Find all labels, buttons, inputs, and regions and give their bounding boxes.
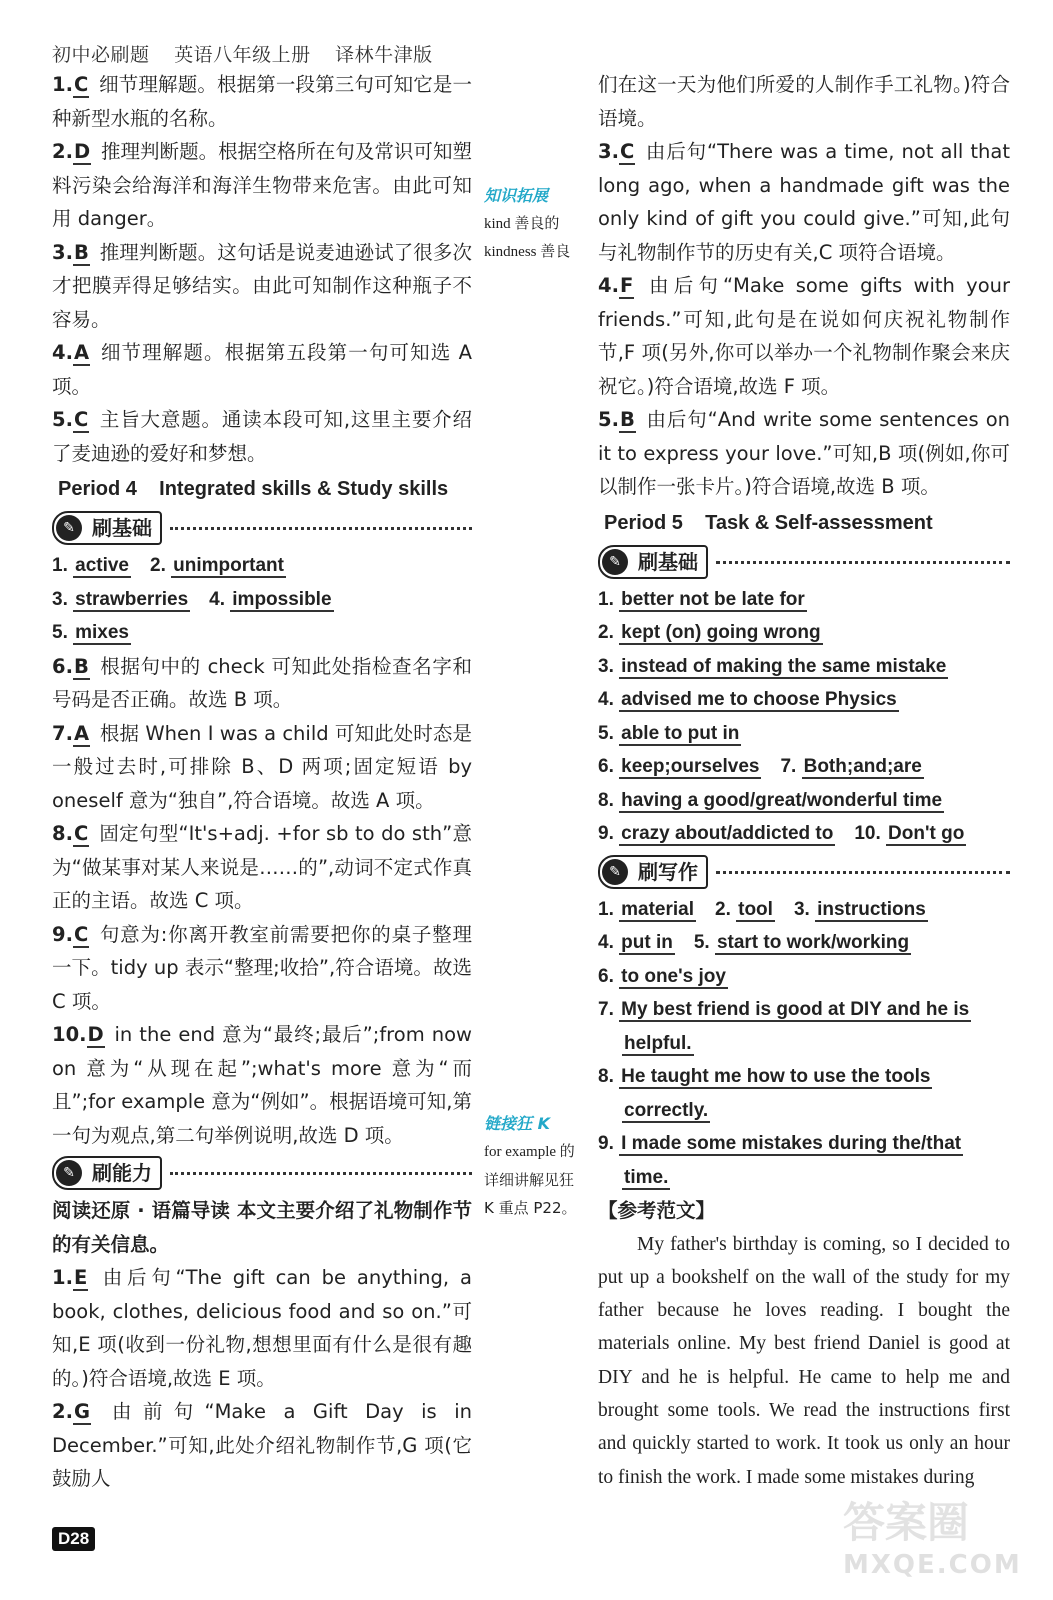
question-item: [52, 918, 472, 1019]
book-name: 初中必刷题: [52, 44, 150, 66]
answer-line: [52, 616, 472, 650]
question-item: [52, 1261, 472, 1395]
question-number: 7.: [52, 721, 73, 745]
question-number: 10.: [52, 1023, 87, 1046]
answer-line: [598, 926, 1010, 960]
section-header: [598, 545, 1010, 579]
note-line: kindness 善良: [484, 244, 571, 260]
reference-essay: My father's birthday is coming, so I decided to put up a bookshelf on the wall of the study for my father because he loves reading. I bought the materials online. My best friend Daniel is good at DIY and he is helpful. He came to help me and brought some tools. We read the instructions first and quickly started to work. It took us only an hour to finish the work. I made some mistakes during: [598, 1233, 1010, 1488]
answer-letter: A: [73, 341, 90, 364]
pen-icon: ✎: [56, 1160, 82, 1186]
answer-line: [598, 1027, 1010, 1061]
explanation-text: 由后句“The gift can be anything, a book, clothes, delicious food and so on.”可知,E 项(收到一份礼物,想想里面有什么是很有趣的。)符合语境,故选 E 项。: [52, 1266, 472, 1390]
note-line: for example 的: [484, 1144, 575, 1160]
answer-text: My best friend is good at DIY and he is: [621, 999, 970, 1020]
answer-number: 10.: [835, 823, 887, 844]
question-number: 4.: [52, 341, 73, 364]
explanation-text: 由前句“Make a Gift Day is in December.”可知,此处介绍礼物制作节,G 项(它鼓励人: [52, 1400, 472, 1490]
note-line: 详细讲解见狂: [484, 1171, 575, 1189]
answer-text: time.: [624, 1166, 669, 1188]
answer-number: 9.: [598, 1133, 620, 1154]
note-tag: 链接狂 K: [484, 1114, 550, 1133]
page-number: D28: [52, 1527, 95, 1551]
answer-number: 2.: [598, 622, 620, 643]
question-item: [52, 236, 472, 337]
answer-line: [598, 717, 1010, 751]
explanation-text: 句意为:你离开教室前需要把你的桌子整理一下。tidy up 表示“整理;收拾”,符合语境。故选 C 项。: [52, 922, 472, 1013]
answer-letter: F: [619, 274, 634, 297]
reference-title: 【参考范文】: [598, 1199, 716, 1222]
answer-text: able to put in: [621, 722, 740, 744]
answer-number: 9.: [598, 823, 620, 844]
question-number: 9.: [52, 922, 73, 946]
question-item: [52, 135, 472, 236]
answer-line: [598, 1127, 1010, 1161]
answer-number: 1.: [598, 898, 620, 920]
note-tag: 知识拓展: [484, 186, 549, 205]
section-badge: [598, 545, 708, 579]
dotted-rule: [170, 527, 472, 530]
dotted-rule: [170, 1172, 472, 1175]
question-number: 3.: [598, 140, 619, 163]
answer-letter: D: [73, 140, 91, 163]
answer-number: 2.: [131, 555, 172, 576]
answer-number: 4.: [190, 588, 231, 610]
note-line: kind 善良的: [484, 216, 560, 232]
pen-icon: ✎: [602, 859, 628, 885]
answer-line: [598, 993, 1010, 1027]
question-item: [52, 336, 472, 403]
answer-text: kept (on) going wrong: [621, 622, 821, 643]
answer-line: [598, 683, 1010, 717]
answer-text: active: [75, 555, 129, 576]
explanation-text: 固定句型“It's+adj. +for sb to do sth”意为“做某事对某人来说是……的”,动词不定式作真正的主语。故选 C 项。: [52, 822, 472, 912]
answer-text: start to work/working: [716, 932, 910, 953]
question-number: 6.: [52, 654, 73, 678]
answer-text: instructions: [817, 898, 926, 920]
answer-number: 8.: [598, 789, 620, 811]
knowledge-note: [484, 182, 594, 266]
answer-number: 4.: [598, 689, 620, 710]
answer-line: [598, 750, 1010, 784]
explanation-text: 根据句中的 check 可知此处指检查名字和号码是否正确。故选 B 项。: [52, 654, 472, 711]
answer-line: [52, 583, 472, 617]
answer-text: mixes: [75, 622, 129, 643]
answer-letter: C: [73, 922, 89, 946]
answer-line: [598, 893, 1010, 927]
answer-text: impossible: [232, 588, 332, 610]
answer-number: 1.: [52, 555, 74, 576]
answer-text: to one's joy: [621, 965, 726, 987]
answer-text: correctly.: [624, 1099, 709, 1121]
answer-letter: B: [619, 408, 635, 431]
answer-letter: C: [73, 408, 89, 431]
answer-line: [52, 549, 472, 583]
dotted-rule: [716, 561, 1010, 564]
watermark: [843, 1490, 1022, 1590]
question-number: 2.: [52, 1400, 73, 1423]
question-item: [52, 403, 472, 470]
section-header: [52, 511, 472, 545]
question-number: 1.: [52, 73, 73, 96]
note-line: K 重点 P22。: [484, 1199, 577, 1217]
answer-text: put in: [621, 932, 673, 953]
answer-number: 7.: [761, 756, 802, 777]
section-header: [598, 855, 1010, 889]
pen-icon: ✎: [602, 549, 628, 575]
left-column: [52, 68, 472, 1496]
answer-number: 3.: [52, 588, 74, 610]
answer-letter: A: [73, 721, 90, 745]
answer-line: [598, 1060, 1010, 1094]
page-header: [52, 40, 451, 67]
question-item: [52, 717, 472, 818]
explanation-text: 由后句“And write some sentences on it to express your love.”可知,B 项(例如,你可以制作一张卡片。)符合语境,故选 B 项。: [598, 408, 1010, 498]
answer-letter: C: [73, 73, 89, 96]
answer-line: [598, 1161, 1010, 1195]
question-number: 1.: [52, 1266, 73, 1289]
answer-text: strawberries: [75, 588, 189, 610]
answer-line: [598, 616, 1010, 650]
question-number: 4.: [598, 274, 619, 297]
section-header: [52, 1156, 472, 1190]
answer-letter: B: [73, 240, 89, 264]
section-badge: [52, 511, 162, 545]
answer-letter: B: [73, 654, 89, 678]
answer-text: helpful.: [624, 1032, 692, 1054]
answer-line: [598, 784, 1010, 818]
watermark-url: MXQE.COM: [843, 1550, 1022, 1580]
answer-number: 5.: [52, 622, 74, 643]
explanation-text: 细节理解题。根据第一段第三句可知它是一种新型水瓶的名称。: [52, 73, 472, 130]
answer-number: 3.: [774, 898, 816, 920]
explanation-text: 主旨大意题。通读本段可知,这里主要介绍了麦迪逊的爱好和梦想。: [52, 408, 472, 465]
answer-text: Both;and;are: [803, 756, 922, 777]
question-number: 2.: [52, 140, 73, 163]
answer-text: instead of making the same mistake: [621, 655, 947, 677]
answer-number: 5.: [598, 722, 620, 744]
explanation-text: 推理判断题。这句话是说麦迪逊试了很多次才把膜弄得足够结实。由此可知制作这种瓶子不容易。: [52, 240, 472, 331]
period-title: Period 5 Task & Self-assessment: [604, 511, 933, 534]
right-column: [598, 68, 1010, 1494]
reading-intro: 阅读还原 · 语篇导读 本文主要介绍了礼物制作节的有关信息。: [52, 1199, 472, 1256]
question-number: 3.: [52, 240, 73, 264]
answer-text: I made some mistakes during the/that: [621, 1133, 962, 1154]
explanation-text: 细节理解题。根据第五段第一句可知选 A 项。: [52, 341, 472, 398]
watermark-logo: 答案圈: [843, 1498, 970, 1547]
question-item: [52, 817, 472, 918]
answer-text: having a good/great/wonderful time: [621, 789, 943, 811]
answer-number: 5.: [674, 932, 715, 953]
answer-letter: E: [73, 1266, 88, 1289]
question-item: [598, 403, 1010, 504]
explanation-text: 由后句“Make some gifts with your friends.”可知,此句是在说如何庆祝礼物制作节,F 项(另外,你可以举办一个礼物制作聚会来庆祝它。)符合语境,故选 F 项。: [598, 274, 1010, 398]
section-label: 刷能力: [92, 1161, 152, 1185]
answer-text: Don't go: [888, 823, 965, 844]
answer-text: tool: [738, 898, 773, 920]
subject-name: 英语八年级上册: [174, 44, 311, 66]
explanation-text: 由后句“There was a time, not all that long ago, when a handmade gift was the only kind of gift you could give.”可知,此句与礼物制作节的历史有关,C 项符合语境。: [598, 140, 1010, 264]
answer-line: [598, 960, 1010, 994]
section-label: 刷写作: [638, 859, 698, 884]
explanation-text: in the end 意为“最终;最后”;from now on 意为“从现在起”;what's more 意为“而且”;for example 意为“例如”。根据语境可知,第一句为观点,第二句举例说明,故选 D 项。: [52, 1023, 472, 1147]
question-item: [52, 650, 472, 717]
answer-text: He taught me how to use the tools: [621, 1066, 931, 1087]
answer-line: [598, 650, 1010, 684]
answer-letter: C: [73, 822, 89, 845]
continued-text: 们在这一天为他们所爱的人制作手工礼物。)符合语境。: [598, 73, 1010, 130]
pen-icon: ✎: [56, 515, 82, 541]
question-number: 8.: [52, 822, 73, 845]
answer-text: unimportant: [173, 555, 284, 576]
answer-number: 2.: [696, 898, 737, 920]
question-item: [598, 135, 1010, 269]
answer-text: advised me to choose Physics: [621, 689, 897, 710]
answer-number: 3.: [598, 655, 620, 677]
explanation-text: 根据 When I was a child 可知此处时态是一般过去时,可排除 B、D 两项;固定短语 by oneself 意为“独自”,符合语境。故选 A 项。: [52, 721, 472, 812]
answer-line: [598, 817, 1010, 851]
period-title: Period 4 Integrated skills & Study skills: [58, 478, 449, 500]
answer-text: better not be late for: [621, 588, 805, 610]
question-number: 5.: [52, 408, 73, 431]
explanation-text: 推理判断题。根据空格所在句及常识可知塑料污染会给海洋和海洋生物带来危害。由此可知用 danger。: [52, 140, 472, 230]
answer-number: 4.: [598, 932, 620, 953]
section-label: 刷基础: [92, 516, 152, 540]
answer-letter: C: [619, 140, 635, 163]
answer-number: 6.: [598, 756, 620, 777]
answer-letter: D: [87, 1023, 104, 1046]
dotted-rule: [716, 871, 1010, 874]
answer-letter: G: [73, 1400, 90, 1423]
answer-number: 7.: [598, 999, 620, 1020]
answer-text: crazy about/addicted to: [621, 823, 834, 844]
answer-number: 8.: [598, 1066, 620, 1087]
answer-line: [598, 583, 1010, 617]
answer-text: material: [621, 898, 694, 920]
answer-number: 1.: [598, 588, 620, 610]
question-item: [52, 1395, 472, 1496]
answer-number: 6.: [598, 965, 620, 987]
section-badge: [52, 1156, 162, 1190]
answer-line: [598, 1094, 1010, 1128]
edition-name: 译林牛津版: [335, 44, 433, 66]
question-item: [52, 1018, 472, 1152]
section-badge: [598, 855, 708, 889]
question-item: [52, 68, 472, 135]
answer-text: keep;ourselves: [621, 756, 760, 777]
question-number: 5.: [598, 408, 619, 431]
section-label: 刷基础: [638, 549, 698, 574]
link-note: [484, 1110, 596, 1222]
question-item: [598, 269, 1010, 403]
